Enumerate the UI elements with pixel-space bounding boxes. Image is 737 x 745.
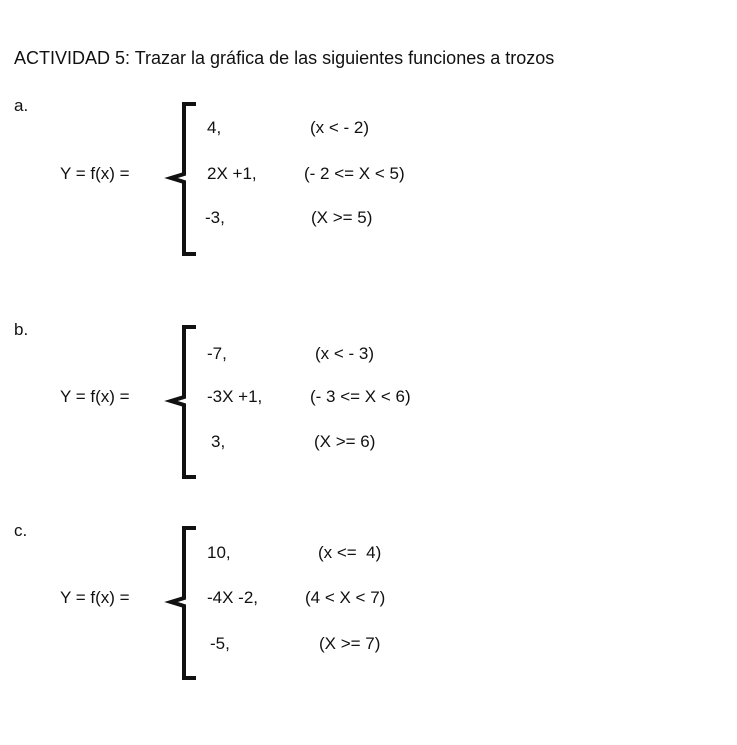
problem-a-piece-3-expr: -3, — [205, 208, 225, 227]
problem-a-piece-1-expr: 4, — [207, 118, 222, 137]
problem-c-piece-1-expr: 10, — [207, 543, 231, 562]
problem-b-piece-2-expr: -3X +1, — [207, 387, 263, 406]
problem-a-piece-2-cond: (- 2 <= X < 5) — [304, 164, 405, 183]
problem-b-label: b. — [14, 320, 29, 339]
problem-c-function-label: Y = f(x) = — [60, 588, 130, 607]
problem-b-function-label: Y = f(x) = — [60, 387, 130, 406]
problem-a-brace — [164, 94, 200, 260]
problem-c-label: c. — [14, 521, 28, 540]
problem-c-piece-1-cond: (x <= 4) — [318, 543, 382, 562]
problem-a-label: a. — [14, 96, 29, 115]
problem-c-brace — [164, 518, 200, 684]
problem-b-piece-3-expr: 3, — [211, 432, 226, 451]
problem-b-piece-3-cond: (X >= 6) — [314, 432, 376, 451]
problem-c-piece-2-cond: (4 < X < 7) — [305, 588, 386, 607]
problem-a-piece-1-cond: (x < - 2) — [310, 118, 370, 137]
problem-a-function-label: Y = f(x) = — [60, 164, 130, 183]
problem-c-piece-3-expr: -5, — [210, 634, 230, 653]
problem-a-piece-3-cond: (X >= 5) — [311, 208, 373, 227]
problem-b-piece-2-cond: (- 3 <= X < 6) — [310, 387, 411, 406]
problem-a-piece-2-expr: 2X +1, — [207, 164, 257, 183]
activity-title: ACTIVIDAD 5: Trazar la gráfica de las siguientes funciones a trozos — [14, 48, 555, 68]
problem-b-piece-1-expr: -7, — [207, 344, 227, 363]
problem-b-piece-1-cond: (x < - 3) — [315, 344, 375, 363]
problem-c-piece-2-expr: -4X -2, — [207, 588, 259, 607]
problem-c-piece-3-cond: (X >= 7) — [319, 634, 381, 653]
problem-b-brace — [164, 317, 200, 483]
